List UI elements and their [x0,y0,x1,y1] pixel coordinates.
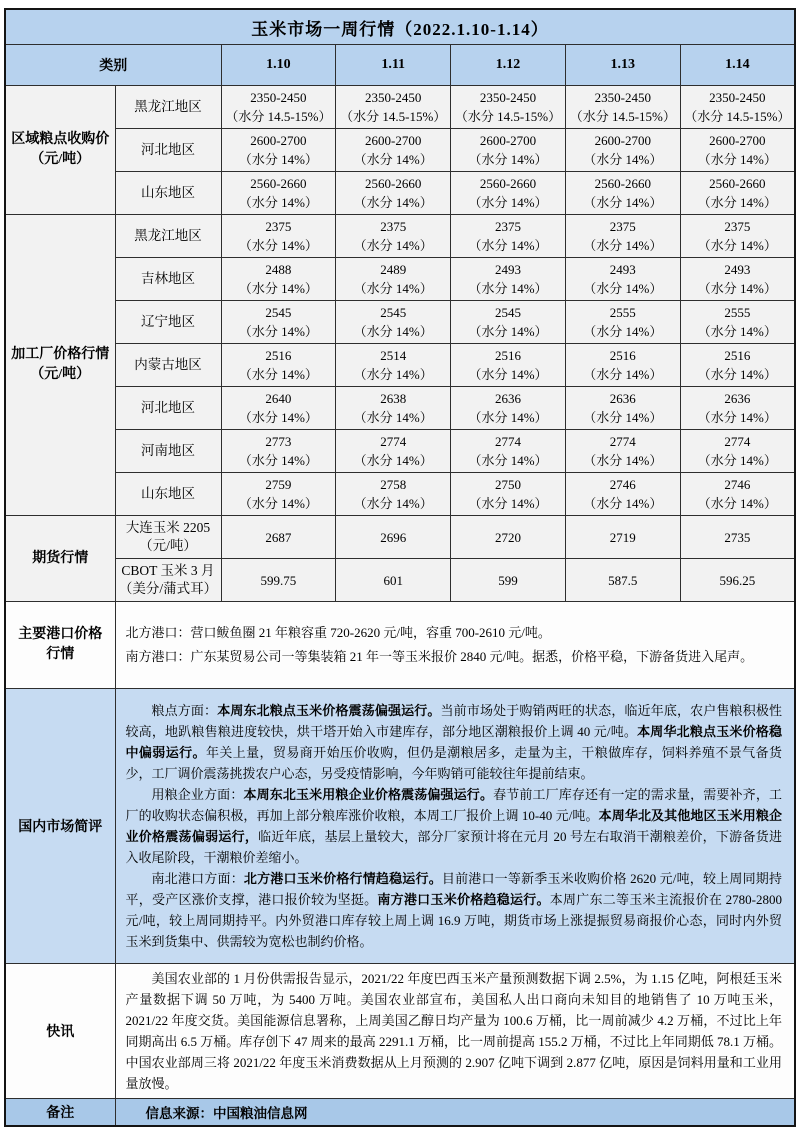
price-row [5,86,795,129]
section-label-cell [5,516,115,602]
moisture-note: （水分 14.5-15%） [684,109,791,124]
moisture-note: （水分 14%） [583,453,663,468]
price-value: 2758 [380,477,407,492]
price-cell [221,215,336,258]
price-value: 2746 [609,477,636,492]
price-cell [336,258,451,301]
price-value: 2600-2700 [594,133,651,148]
moisture-note: （水分 14%） [697,367,777,382]
moisture-note: （水分 14%） [697,195,777,210]
price-cell [680,387,795,430]
date-header-4: 1.13 [565,45,680,86]
moisture-note: （水分 14%） [353,410,433,425]
note-section-label: 备注 [5,1099,115,1127]
price-value: 587.5 [608,572,638,588]
price-cell [451,430,566,473]
price-cell [680,344,795,387]
price-cell [451,473,566,516]
review-row [5,689,795,964]
region-cell [115,258,221,301]
review-segment: 目前港口一等新季玉米收购价格 2620 元/吨，较上周同期持平，受产区涨价支撑，港口报价较为坚挺。 [125,871,782,907]
price-cell [336,430,451,473]
region-cell [115,129,221,172]
price-cell [680,258,795,301]
region-cell [115,301,221,344]
moisture-note: （水分 14%） [238,152,318,167]
price-cell [565,172,680,215]
moisture-note: （水分 14%） [353,281,433,296]
price-cell [680,86,795,129]
price-value: 2516 [609,348,636,363]
price-cell [336,473,451,516]
moisture-note: （水分 14%） [353,496,433,511]
price-value: 2516 [724,348,751,363]
price-cell [336,86,451,129]
region-name: 吉林地区 [141,271,195,286]
price-cell [451,301,566,344]
region-cell [115,473,221,516]
price-row [5,215,795,258]
review-segment: 本周华北粮点玉米价格稳中偏弱运行。 [125,724,782,760]
price-cell [680,559,795,602]
price-value: 2516 [265,348,292,363]
section-label: （元/吨） [30,367,91,382]
moisture-note: （水分 14%） [583,410,663,425]
moisture-note: （水分 14%） [238,238,318,253]
price-cell [680,473,795,516]
review-segment: 本周东北玉米用粮企业价格震荡偏强运行。 [243,787,494,802]
price-value: 2759 [265,477,292,492]
price-value: 2545 [265,305,292,320]
region-cell [115,215,221,258]
moisture-note: （水分 14%） [238,281,318,296]
price-value: 599 [498,572,518,588]
moisture-note: （水分 14%） [238,324,318,339]
news-row [5,964,795,1099]
price-value: 2773 [265,434,292,449]
moisture-note: （水分 14%） [468,496,548,511]
moisture-note: （水分 14%） [697,238,777,253]
price-value: 2489 [380,262,407,277]
header-row [5,45,795,86]
section-label-cell [5,86,115,215]
price-cell [451,387,566,430]
price-cell [221,344,336,387]
moisture-note: （水分 14%） [697,410,777,425]
price-value: 599.75 [260,572,297,588]
review-segment: 年关上量，贸易商开始压价收购，但仍是潮粮居多，走量为主，干粮做库存，饲料养殖不景气备货少，工厂调价震荡挑拨农户心态，另受疫情影响，今年购销可能较往年提前结束。 [125,745,782,781]
price-value: 2560-2660 [250,176,307,191]
price-cell [451,129,566,172]
price-value: 2488 [265,262,292,277]
price-cell [221,129,336,172]
title-row [5,9,795,45]
price-sections-body [5,86,795,602]
section-label-cell [5,215,115,516]
price-cell [565,129,680,172]
price-value: 2375 [609,219,636,234]
source-text: 信息来源：中国粮油信息网 [115,1099,795,1127]
price-value: 2600-2700 [250,133,307,148]
price-row [5,516,795,559]
region-name: （元/吨） [139,538,197,553]
moisture-note: （水分 14%） [353,367,433,382]
price-value: 601 [383,572,403,588]
moisture-note: （水分 14%） [583,367,663,382]
region-name: CBOT 玉米 3 月 [121,563,215,578]
price-cell [221,301,336,344]
price-cell [336,559,451,602]
price-value: 2774 [494,434,521,449]
price-cell [451,215,566,258]
price-value: 2493 [494,262,521,277]
price-value: 2687 [265,529,292,545]
moisture-note: （水分 14%） [353,453,433,468]
price-row [5,430,795,473]
moisture-note: （水分 14.5-15%） [454,109,562,124]
price-value: 2560-2660 [479,176,537,191]
moisture-note: （水分 14%） [583,195,663,210]
region-name: 山东地区 [141,486,195,501]
price-value: 2350-2450 [250,90,307,105]
moisture-note: （水分 14%） [583,152,663,167]
moisture-note: （水分 14%） [697,281,777,296]
price-row [5,172,795,215]
price-value: 2636 [494,391,521,406]
price-cell [221,258,336,301]
moisture-note: （水分 14%） [468,238,548,253]
section-label: 期货行情 [32,550,89,566]
price-value: 2600-2700 [479,133,537,148]
region-cell [115,516,221,559]
price-cell [451,172,566,215]
price-value: 2350-2450 [594,90,651,105]
moisture-note: （水分 14%） [468,410,548,425]
moisture-note: （水分 14%） [353,195,433,210]
price-value: 2375 [380,219,407,234]
price-value: 2375 [724,219,751,234]
price-cell [565,344,680,387]
price-cell [336,172,451,215]
moisture-note: （水分 14%） [583,281,663,296]
price-cell [451,86,566,129]
price-cell [565,559,680,602]
price-value: 2774 [609,434,636,449]
moisture-note: （水分 14%） [697,453,777,468]
moisture-note: （水分 14%） [353,324,433,339]
date-header-1: 1.10 [221,45,336,86]
price-value: 596.25 [719,572,756,588]
price-cell [221,516,336,559]
moisture-note: （水分 14%） [697,496,777,511]
price-row [5,473,795,516]
price-cell [680,215,795,258]
price-cell [451,258,566,301]
price-value: 2493 [724,262,751,277]
section-label: 区域粮点收购价 [11,132,110,147]
price-value: 2750 [494,477,521,492]
price-cell [451,516,566,559]
price-row [5,258,795,301]
category-header: 类别 [5,45,221,86]
price-value: 2746 [724,477,751,492]
review-paragraph [126,868,783,952]
price-value: 2696 [380,529,407,545]
price-cell [221,559,336,602]
price-cell [565,516,680,559]
price-value: 2350-2450 [479,90,537,105]
price-cell [221,172,336,215]
price-cell [451,344,566,387]
region-cell [115,430,221,473]
price-value: 2560-2660 [594,176,651,191]
region-name: 河北地区 [141,400,195,415]
price-value: 2720 [494,529,521,545]
date-header-2: 1.11 [336,45,451,86]
price-row [5,129,795,172]
price-cell [221,387,336,430]
region-name: 黑龙江地区 [134,99,202,114]
price-value: 2493 [609,262,636,277]
price-cell [336,344,451,387]
moisture-note: （水分 14%） [583,324,663,339]
price-value: 2600-2700 [365,133,422,148]
price-cell [680,430,795,473]
price-cell [221,473,336,516]
price-cell [680,301,795,344]
review-section-label: 国内市场简评 [5,689,115,964]
price-value: 2719 [609,529,636,545]
price-value: 2774 [724,434,751,449]
moisture-note: （水分 14%） [238,367,318,382]
review-segment: 春节前工厂库存还有一定的需求量，需要补齐，工厂的收购状态偏积极，再加上部分粮库涨价收粮，本周工厂报价上调 10-40 元/吨。 [125,787,782,823]
page-title: 玉米市场一周行情（2022.1.10-1.14） [5,9,795,45]
moisture-note: （水分 14%） [468,367,548,382]
price-cell [221,86,336,129]
region-name: 河南地区 [141,443,195,458]
price-cell [565,215,680,258]
price-cell [451,559,566,602]
region-cell [115,387,221,430]
moisture-note: （水分 14%） [238,453,318,468]
price-value: 2555 [724,305,751,320]
north-port-line: 北方港口：营口鲅鱼圈 21 年粮容重 720-2620 元/吨，容重 700-2610 元/吨。 [125,625,551,640]
price-value: 2640 [265,391,292,406]
moisture-note: （水分 14%） [468,324,548,339]
date-header-3: 1.12 [451,45,566,86]
price-value: 2560-2660 [365,176,422,191]
section-label: 加工厂价格行情 [11,347,110,362]
region-name: 大连玉米 2205 [125,520,211,535]
moisture-note: （水分 14.5-15%） [340,109,447,124]
moisture-note: （水分 14.5-15%） [225,109,332,124]
price-cell [336,516,451,559]
note-row [5,1099,795,1127]
news-paragraph: 美国农业部的 1 月份供需报告显示，2021/22 年度巴西玉米产量预测数据下调 2.5%，为 1.15 亿吨，阿根廷玉米产量数据下调 50 万吨，为 5400 万吨。美国农业部宣布，美国私人出口商向未知目的地销售了 10 万吨玉米，2021/22 年度交货。美国能源信息署称，上周美国乙醇日均产量为 100.6 万桶，比一周前减少 4.2 万桶，不过比上年同期高出 6.5 万桶。库存创下 47 周来的最高 2291.1 万桶，比一周前提高 155.2 万桶，不过比上年同期低 78.1 万桶。中国农业部周三将 2021/22 年度玉米消费数据从上月预测的 2.907 亿吨下调到 2.877 亿吨，原因是饲料用量和工业用量放慢。 [125,971,783,1091]
region-name: 山东地区 [141,185,195,200]
port-row [5,602,795,689]
price-value: 2545 [380,305,407,320]
price-cell [336,387,451,430]
price-value: 2545 [494,305,521,320]
price-value: 2636 [609,391,636,406]
region-cell [115,559,221,602]
news-section-label: 快讯 [5,964,115,1099]
price-value: 2560-2660 [709,176,766,191]
date-header-5: 1.14 [680,45,795,86]
price-cell [565,430,680,473]
price-value: 2636 [724,391,751,406]
price-cell [680,172,795,215]
moisture-note: （水分 14%） [468,281,548,296]
price-cell [565,258,680,301]
price-cell [565,387,680,430]
review-segment: 本周华北及其他地区玉米用粮企业价格震荡偏弱运行， [125,808,782,844]
moisture-note: （水分 14%） [583,238,663,253]
price-row [5,559,795,602]
price-value: 2375 [265,219,292,234]
text-sections-body [5,602,795,1127]
moisture-note: （水分 14%） [238,410,318,425]
region-name: 辽宁地区 [141,314,195,329]
price-cell [336,215,451,258]
price-cell [680,516,795,559]
price-cell [221,430,336,473]
price-row [5,301,795,344]
moisture-note: （水分 14%） [238,195,318,210]
region-name: 黑龙江地区 [134,228,202,243]
price-value: 2516 [494,348,521,363]
section-label: （元/吨） [30,152,91,167]
price-cell [336,301,451,344]
price-value: 2638 [380,391,407,406]
moisture-note: （水分 14.5-15%） [569,109,676,124]
review-segment: 北方港口玉米价格行情趋稳运行。 [243,871,442,886]
moisture-note: （水分 14%） [353,238,433,253]
price-value: 2555 [609,305,636,320]
review-segment: 粮点方面： [151,703,218,718]
price-value: 2600-2700 [709,133,766,148]
region-cell [115,172,221,215]
price-row [5,344,795,387]
region-cell [115,86,221,129]
review-paragraph [126,784,783,868]
price-value: 2350-2450 [709,90,766,105]
moisture-note: （水分 14%） [468,152,548,167]
moisture-note: （水分 14%） [697,152,777,167]
region-name: （美分/蒲式耳） [118,581,218,596]
port-content [115,602,795,689]
review-segment: 本周东北粮点玉米价格震荡偏强运行。 [217,703,441,718]
price-value: 2514 [380,348,407,363]
south-port-line: 南方港口：广东某贸易公司一等集装箱 21 年一等玉米报价 2840 元/吨。据悉，价格平稳，下游备货进入尾声。 [125,649,754,664]
region-cell [115,344,221,387]
review-segment: 用粮企业方面： [151,787,244,802]
port-section-label: 主要港口价格行情 [5,602,115,689]
moisture-note: （水分 14%） [468,195,548,210]
price-value: 2735 [724,529,751,545]
price-cell [565,86,680,129]
review-content [115,689,795,964]
region-name: 河北地区 [141,142,195,157]
review-paragraph [126,700,783,784]
price-cell [680,129,795,172]
price-cell [565,473,680,516]
moisture-note: （水分 14%） [468,453,548,468]
price-value: 2774 [380,434,407,449]
price-cell [565,301,680,344]
review-segment: 临近年底，基层上量较大，部分厂家预计将在元月 20 号左右取消干潮粮差价，下游备货进入收尾阶段，干潮粮价差缩小。 [125,829,782,865]
review-segment: 本周广东二等玉米主流报价在 2780-2800 元/吨，较上周同期持平。内外贸港口库存较上周上调 16.9 万吨，期货市场上涨提振贸易商报价心态，同时内外贸玉米到货集中、供需较为宽松也制约价格。 [125,892,782,949]
price-table [4,8,796,1127]
review-segment: 南北港口方面： [151,871,244,886]
moisture-note: （水分 14%） [353,152,433,167]
review-segment: 当前市场处于购销两旺的状态，临近年底，农户售粮积极性较高，地趴粮售粮进度较快，烘干塔开始入市建库存，部分地区潮粮报价上调 40 元/吨。 [125,703,782,739]
review-segment: 南方港口玉米价格趋稳运行。 [377,892,550,907]
price-value: 2375 [494,219,521,234]
price-row [5,387,795,430]
price-cell [336,129,451,172]
news-content [115,964,795,1099]
moisture-note: （水分 14%） [697,324,777,339]
moisture-note: （水分 14%） [583,496,663,511]
region-name: 内蒙古地区 [134,357,202,372]
moisture-note: （水分 14%） [238,496,318,511]
price-value: 2350-2450 [365,90,422,105]
